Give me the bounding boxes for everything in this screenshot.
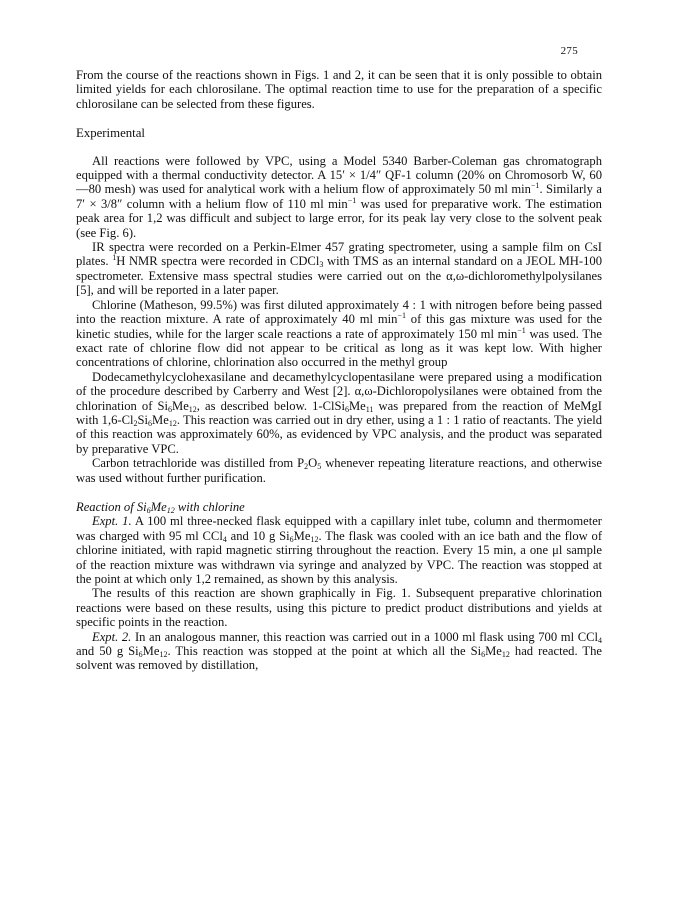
expt2-text-e: Me [485, 644, 502, 659]
ccl4-text-b: O [308, 456, 318, 471]
expt2-text-c: Me [142, 644, 160, 659]
dodec-text-d: Me [348, 398, 366, 413]
vpc-sup-2: −1 [347, 195, 357, 205]
vpc-text-c: was used for preparative work. The estimation peak area for 1,2 was difficult and subject to large error, for its peak lay very close to the solvent peak (see Fig. 6). [76, 196, 602, 240]
page-number: 275 [560, 45, 578, 57]
dodec-sub-6c: 6 [148, 418, 153, 428]
chlorine-text-c: was used. The exact rate of chlorine flow did not appear to be critical as long as it was kept low. With higher concentrations of chlorine, chlorination also occurred in the methyl group [76, 326, 602, 370]
dodec-text-f: Si [137, 412, 149, 427]
vpc-paragraph [76, 154, 602, 240]
ir-paragraph [76, 240, 602, 298]
reaction-text-c: with chlorine [174, 499, 245, 514]
expt2-sub-6b: 6 [481, 650, 486, 660]
vpc-text-b: . Similarly a 7′ × 3/8″ column with a helium flow of 110 ml min [76, 182, 602, 211]
reaction-sub-12: 12 [166, 505, 175, 515]
expt1-text-c: Me [293, 528, 311, 543]
expt1-sub-4: 4 [222, 534, 227, 544]
dodecamethyl-paragraph [76, 370, 602, 456]
ccl4-paragraph [76, 456, 602, 485]
dodec-sub-11: 11 [365, 404, 374, 414]
expt2-label: Expt. 2. [92, 629, 132, 644]
expt2-text-f: had reacted. The solvent was removed by distillation, [76, 644, 602, 673]
chlorine-text-a: Chlorine (Matheson, 99.5%) was first diluted approximately 4 : 1 with nitrogen before being passed into the reaction mixture. A rate of approximately 40 ml min [76, 297, 602, 327]
experimental-heading: Experimental [76, 126, 145, 141]
ir-text-b: H NMR spectra were recorded in CDCl [116, 254, 320, 269]
article-body [76, 68, 602, 673]
ccl4-sub-2: 2 [304, 462, 309, 472]
dodec-sub-12b: 12 [168, 418, 177, 428]
ir-sub-3: 3 [319, 260, 324, 270]
dodec-sub-6b: 6 [344, 404, 349, 414]
expt1-sub-6: 6 [289, 534, 294, 544]
chlorine-sup-2: −1 [517, 325, 526, 335]
expt2-sub-12b: 12 [501, 650, 510, 660]
results-paragraph: The results of this reaction are shown graphically in Fig. 1. Subsequent preparative chlorination reactions were based on these results, using this picture to predict product distributions and yields at specific points in the reaction. [76, 586, 602, 630]
reaction-text-a: Reaction of Si [76, 499, 147, 514]
vpc-sup-1: −1 [530, 181, 540, 191]
expt1-text-d: . The flask was cooled with an ice bath and the flow of chlorine initiated, with rapid magnetic stirring throughout the reaction. Every 15 min, a one μl sample of the reaction mixture was withdrawn via syringe and analyzed by VPC. The reaction was stopped at the point at which only 1,2 remained, as shown by this analysis. [76, 528, 603, 586]
dodec-sub-2: 2 [133, 418, 138, 428]
ccl4-text-a: Carbon tetrachloride was distilled from P [92, 456, 305, 471]
dodec-text-e: was prepared from the reaction of MeMgI with 1,6-Cl [76, 398, 602, 427]
chlorine-text-b: of this gas mixture was used for the kinetic studies, while for the larger scale reactions a rate of approximately 150 ml min [76, 312, 602, 341]
intro-paragraph: From the course of the reactions shown in Figs. 1 and 2, it can be seen that it is only possible to obtain limited yields for each chlorosilane. The optimal reaction time to use for the preparation of a specific chlorosilane can be selected from these figures. [76, 68, 602, 111]
expt1-text-a: A 100 ml three-necked flask equipped with a capillary inlet tube, column and thermometer was charged with 95 ml CCl [76, 514, 602, 543]
expt2-sub-4: 4 [598, 635, 602, 645]
chlorine-sup-1: −1 [397, 311, 406, 321]
expt2-text-a: In an analogous manner, this reaction was carried out in a 1000 ml flask using 700 ml CCl [131, 629, 598, 644]
reaction-text-b: Me [150, 499, 167, 514]
vpc-text-a: All reactions were followed by VPC, using a Model 5340 Barber-Coleman gas chromatograph equipped with a thermal conductivity detector. A 15′ × 1/4″ QF-1 column (20% on Chromosorb W, 60—80 mesh) was used for analytical work with a helium flow of approximately 50 ml min [76, 153, 602, 197]
expt2-sub-12: 12 [159, 650, 168, 660]
dodec-sub-6: 6 [168, 404, 172, 414]
dodec-text-g: Me [152, 412, 169, 427]
dodec-text-c: , as described below. 1-ClSi [196, 398, 345, 413]
dodec-text-h: . This reaction was carried out in dry ether, using a 1 : 1 ratio of reactants. The yield of this reaction was approximately 60%, as evidenced by VPC analysis, and the product was separated by preparative VPC. [76, 412, 602, 456]
chlorine-paragraph [76, 298, 602, 370]
expt2-text-d: . This reaction was stopped at the point at which all the Si [167, 644, 482, 659]
ir-text-a: IR spectra were recorded on a Perkin-Elmer 457 grating spectrometer, using a sample film on CsI plates. [76, 240, 602, 269]
ccl4-text-c: whenever repeating literature reactions, and otherwise was used without further purification. [76, 456, 602, 485]
ir-text-c: with TMS as an internal standard on a JEOL MH-100 spectrometer. Extensive mass spectral studies were carried out on the α,ω-dichloromethylpolysilanes [5], and will be reported in a later paper. [76, 254, 602, 298]
expt2-sub-6: 6 [138, 650, 143, 660]
expt2-paragraph [76, 630, 602, 673]
expt1-paragraph [76, 514, 602, 586]
dodec-text-b: Me [172, 398, 189, 413]
reaction-sub-6: 6 [146, 505, 151, 515]
expt1-label: Expt. 1. [92, 514, 132, 529]
reaction-heading [76, 500, 602, 514]
expt1-text-b: and 10 g Si [226, 528, 290, 543]
ir-sup-h: 1 [112, 253, 117, 263]
ccl4-sub-5: 5 [317, 462, 322, 472]
dodec-text-a: Dodecamethylcyclohexasilane and decamethylcyclopentasilane were prepared using a modification of the procedure described by Carberry and West [2]. α,ω-Dichloropolysilanes were obtained from the chlorination of Si [76, 369, 602, 413]
dodec-sub-12: 12 [188, 404, 197, 414]
expt1-sub-12: 12 [310, 534, 319, 544]
expt2-text-b: and 50 g Si [76, 644, 139, 659]
